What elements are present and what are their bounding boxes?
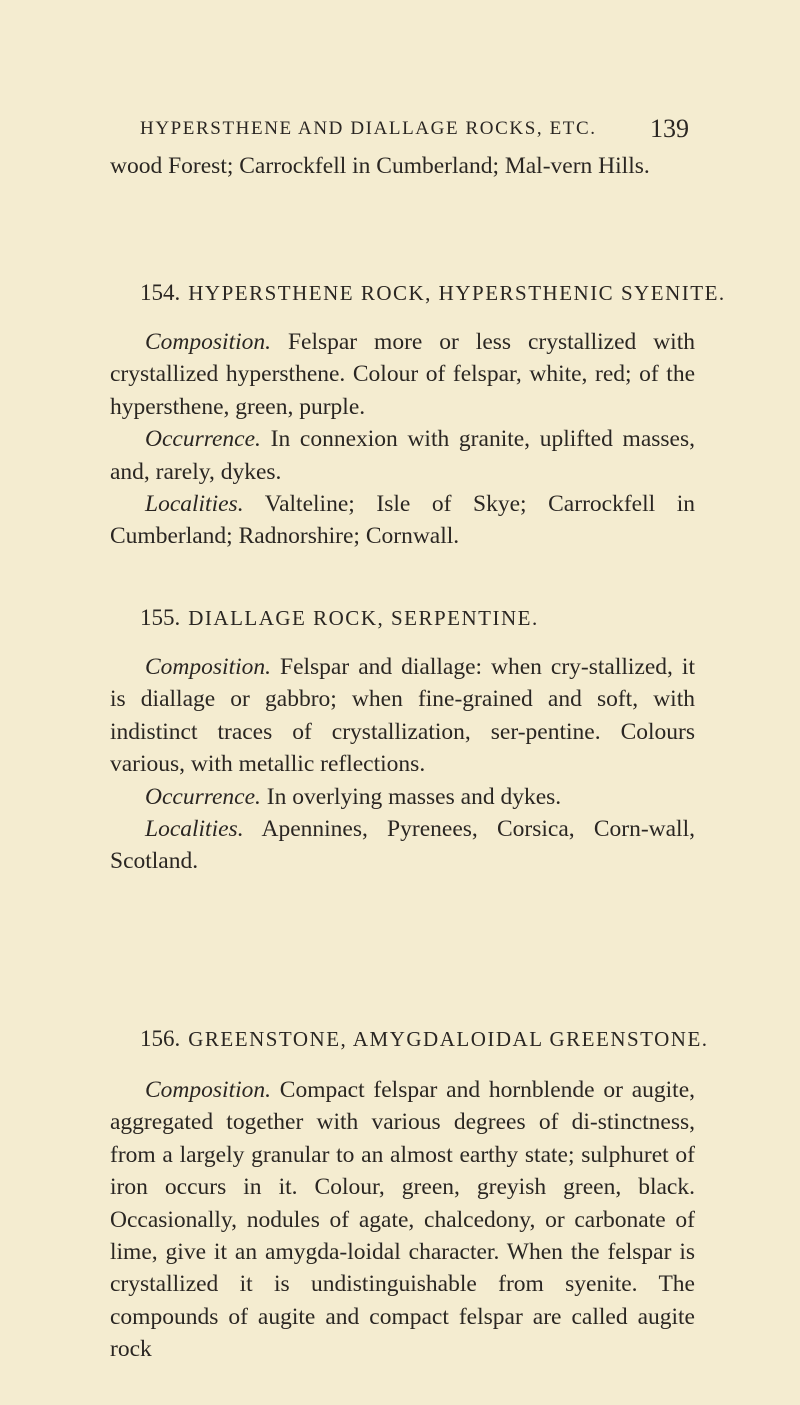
composition-label: Composition. [145,654,272,680]
page-number: 139 [650,114,689,143]
composition-text: Felspar more or less crystallized with crystallized hypersthene. Colour of felspar, white, red; of the hypersthene, green, purple. [110,329,695,420]
composition-paragraph [110,1074,695,1366]
localities-text: Valteline; Isle of Skye; Carrockfell in Cumberland; Radnorshire; Cornwall. [110,491,695,550]
occurrence-text: In connexion with granite, uplifted masses, and, rarely, dykes. [110,426,695,485]
section-title: DIALLAGE ROCK, SERPENTINE. [188,606,539,630]
occurrence-label: Occurrence. [145,426,261,453]
occurrence-paragraph [110,781,695,813]
occurrence-text: In overlying masses and dykes. [260,783,562,810]
localities-label: Localities. [145,816,244,843]
section-body-154 [110,326,695,553]
section-title: GREENSTONE, AMYGDALOIDAL GREENSTONE. [188,1027,709,1051]
section-heading-155 [110,605,539,631]
section-body-155 [110,651,695,878]
opening-paragraph-block [110,150,695,182]
localities-label: Localities. [145,491,244,518]
composition-paragraph [110,326,695,423]
section-title: HYPERSTHENE ROCK, HYPERSTHENIC SYENITE. [188,281,726,305]
occurrence-label: Occurrence. [145,783,261,810]
section-body-156 [110,1074,695,1366]
section-number: 154. [140,280,181,305]
running-head [0,114,800,146]
localities-text: Apennines, Pyrenees, Corsica, Corn-wall, Scotland. [110,816,695,875]
occurrence-paragraph [110,423,695,488]
section-heading-156 [110,1026,709,1052]
localities-paragraph [110,813,695,878]
composition-text: Compact felspar and hornblende or augite, aggregated together with various degrees of di-stinctness, from a largely granular to an almost earthy state; sulphuret of iron occurs in it. Colour, green, greyish green, black. Occasionally, nodules of agate, chalcedony, or carbonate of lime, give it an amygda-loidal character. When the felspar is crystallized it is undistinguishable from syenite. The compounds of augite and compact felspar are called augite rock [110,1077,695,1363]
section-number: 156. [140,1026,181,1051]
localities-paragraph [110,488,695,553]
opening-paragraph: wood Forest; Carrockfell in Cumberland; Mal-vern Hills. [110,153,650,179]
section-heading-154 [110,280,726,306]
composition-label: Composition. [145,1077,272,1103]
composition-paragraph [110,651,695,781]
composition-text: Felspar and diallage: when cry-stallized, it is diallage or gabbro; when fine-grained and soft, with indistinct traces of crystallization, ser-pentine. Colours various, with metallic reflections. [110,654,695,778]
composition-label: Composition. [145,329,272,355]
section-number: 155. [140,605,181,630]
running-head-title: HYPERSTHENE AND DIALLAGE ROCKS, ETC. [140,118,597,139]
